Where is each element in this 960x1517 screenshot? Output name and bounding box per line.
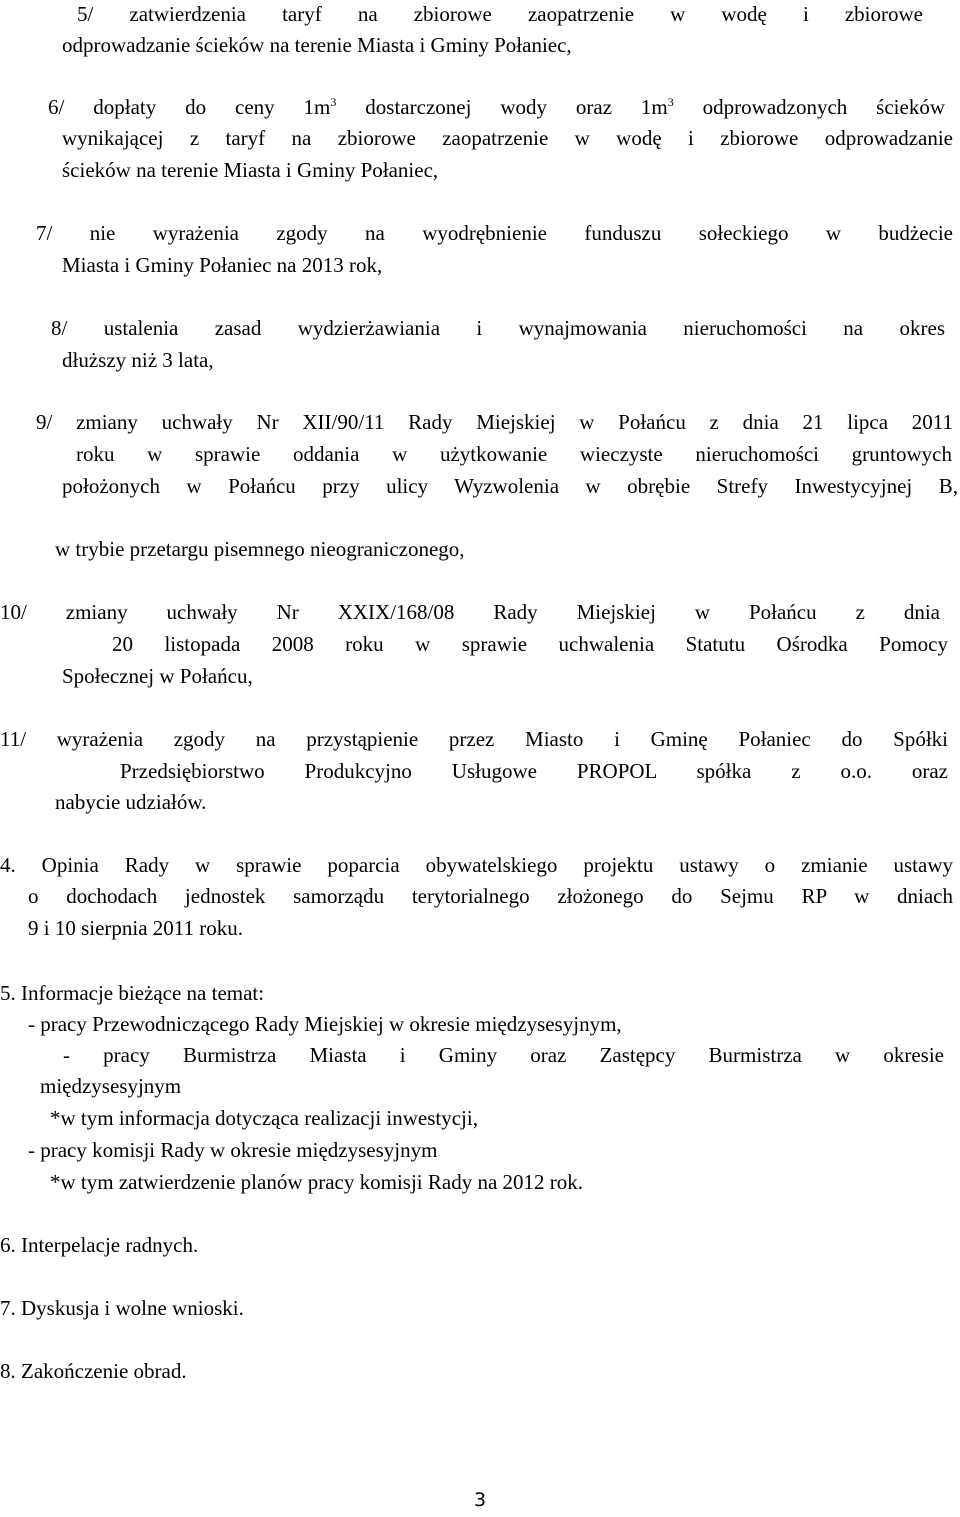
item-9-line-3: położonych w Połańcu przy ulicy Wyzwolenia w obrębie Strefy Inwestycyjnej B, [62, 474, 958, 498]
point-4-line-1: 4. Opinia Rady w sprawie poparcia obywatelskiego projektu ustawy o zmianie ustawy [0, 853, 953, 877]
item-9-line-1: 9/ zmiany uchwały Nr XII/90/11 Rady Miejskiej w Połańcu z dnia 21 lipca 2011 [36, 410, 953, 434]
point-5-line-2: - pracy Przewodniczącego Rady Miejskiej w okresie międzysesyjnym, [28, 1012, 622, 1036]
point-4-line-3: 9 i 10 sierpnia 2011 roku. [28, 916, 244, 940]
item-5-line-2: odprowadzanie ścieków na terenie Miasta i Gminy Połaniec, [62, 33, 572, 57]
item-9-line-4: w trybie przetargu pisemnego nieograniczonego, [55, 537, 465, 561]
point-7: 7. Dyskusja i wolne wnioski. [0, 1296, 244, 1320]
item-10-line-1: 10/ zmiany uchwały Nr XXIX/168/08 Rady Miejskiej w Połańcu z dnia [0, 600, 940, 624]
item-7-line-2: Miasta i Gminy Połaniec na 2013 rok, [62, 253, 383, 277]
item-5-line-1: 5/ zatwierdzenia taryf na zbiorowe zaopatrzenie w wodę i zbiorowe [77, 2, 923, 26]
item-6-line-1 [48, 97, 945, 118]
item-11-line-2: Przedsiębiorstwo Produkcyjno Usługowe PROPOL spółka z o.o. oraz [120, 759, 948, 783]
item-6-line-3: ścieków na terenie Miasta i Gminy Połaniec, [62, 158, 439, 182]
item-11-line-3: nabycie udziałów. [55, 790, 207, 814]
item-8-line-2: dłuższy niż 3 lata, [62, 348, 214, 372]
point-5-line-6: - pracy komisji Rady w okresie międzysesyjnym [28, 1138, 438, 1162]
item-6-superscript-2: 3 [667, 95, 674, 109]
item-6-superscript-1: 3 [330, 95, 337, 109]
item-6-text-c: odprowadzonych ścieków [673, 95, 945, 119]
point-8: 8. Zakończenie obrad. [0, 1359, 187, 1383]
item-6-text-a: 6/ dopłaty do ceny 1m [48, 95, 331, 119]
item-10-line-2: 20 listopada 2008 roku w sprawie uchwalenia Statutu Ośrodka Pomocy [112, 632, 948, 656]
point-6: 6. Interpelacje radnych. [0, 1233, 199, 1257]
point-4-line-2: o dochodach jednostek samorządu terytorialnego złożonego do Sejmu RP w dniach [28, 884, 953, 908]
point-5-line-5: *w tym informacja dotycząca realizacji inwestycji, [50, 1106, 478, 1130]
point-5-line-3: - pracy Burmistrza Miasta i Gminy oraz Zastępcy Burmistrza w okresie [63, 1043, 944, 1067]
point-5-heading: 5. Informacje bieżące na temat: [0, 981, 265, 1005]
item-7-line-1: 7/ nie wyrażenia zgody na wyodrębnienie funduszu sołeckiego w budżecie [36, 221, 953, 245]
item-9-line-2: roku w sprawie oddania w użytkowanie wieczyste nieruchomości gruntowych [76, 442, 952, 466]
page-number: 3 [473, 1489, 487, 1511]
item-11-line-1: 11/ wyrażenia zgody na przystąpienie przez Miasto i Gminę Połaniec do Spółki [0, 727, 948, 751]
point-5-line-7: *w tym zatwierdzenie planów pracy komisji Rady na 2012 rok. [50, 1170, 584, 1194]
item-6-line-2: wynikającej z taryf na zbiorowe zaopatrzenie w wodę i zbiorowe odprowadzanie [62, 126, 953, 150]
point-5-line-4: międzysesyjnym [40, 1074, 182, 1098]
item-10-line-3: Społecznej w Połańcu, [62, 664, 253, 688]
item-8-line-1: 8/ ustalenia zasad wydzierżawiania i wynajmowania nieruchomości na okres [51, 316, 945, 340]
item-6-text-b: dostarczonej wody oraz 1m [336, 95, 668, 119]
